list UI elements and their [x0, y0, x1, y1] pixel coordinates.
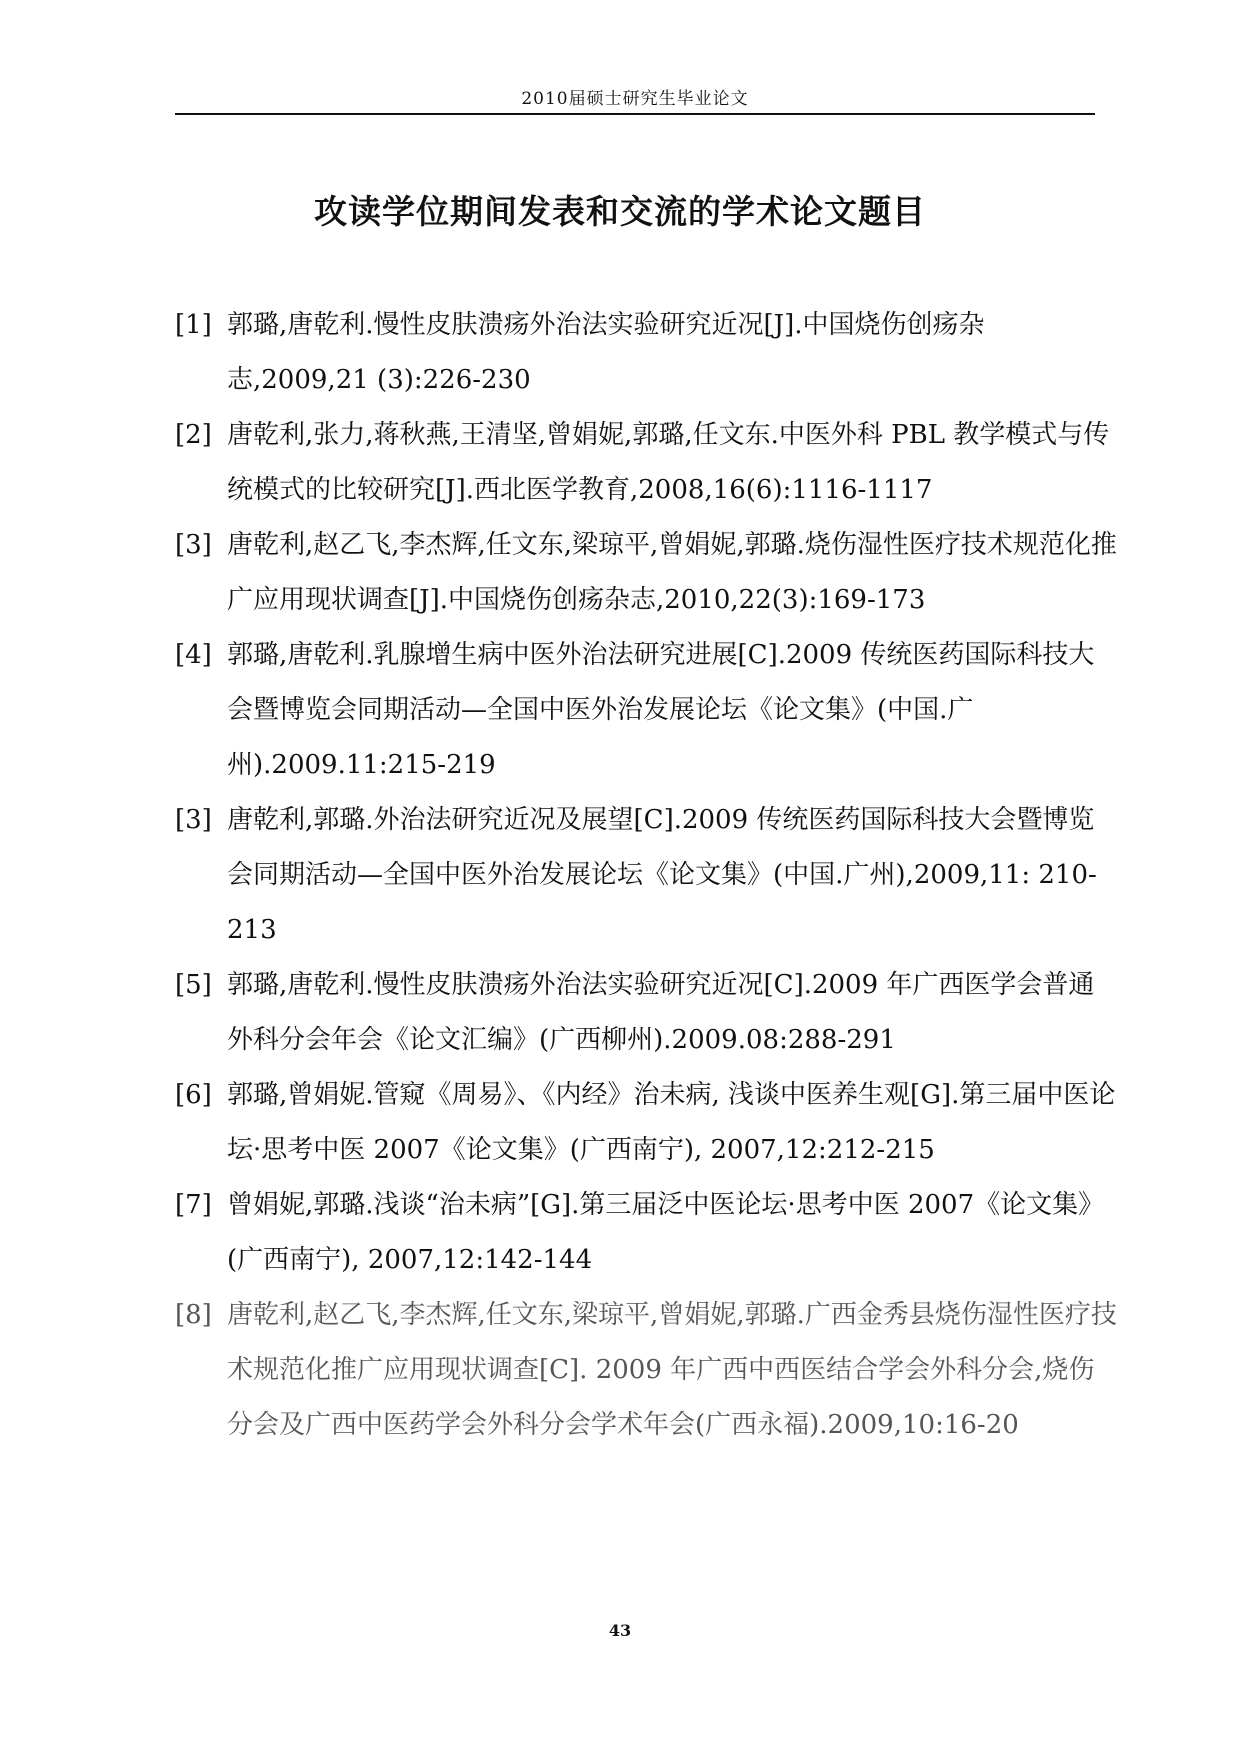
reference-number: [3]: [175, 530, 212, 560]
reference-item: [175, 1178, 1120, 1288]
reference-text: 郭璐,唐乾利.慢性皮肤溃疡外治法实验研究近况[C].2009 年广西医学会普通外科分会年会《论文汇编》(广西柳州).2009.08:288-291: [227, 970, 1095, 1055]
reference-item: [175, 793, 1120, 958]
reference-text: 唐乾利,赵乙飞,李杰辉,任文东,梁琼平,曾娟妮,郭璐.广西金秀县烧伤湿性医疗技术规范化推广应用现状调查[C]. 2009 年广西中西医结合学会外科分会,烧伤分会及广西中医药学会外科分会学术年会(广西永福).2009,10:16-20: [227, 1300, 1117, 1440]
running-header: 2010届硕士研究生毕业论文: [521, 89, 749, 109]
reference-number: [4]: [175, 640, 212, 670]
reference-number: [5]: [175, 970, 212, 1000]
reference-number: [1]: [175, 310, 212, 340]
reference-text: 郭璐,唐乾利.乳腺增生病中医外治法研究进展[C].2009 传统医药国际科技大会暨博览会同期活动—全国中医外治发展论坛《论文集》(中国.广州).2009.11:215-219: [227, 640, 1095, 780]
reference-text: 郭璐,唐乾利.慢性皮肤溃疡外治法实验研究近况[J].中国烧伤创疡杂志,2009,21 (3):226-230: [227, 310, 985, 395]
reference-item: [175, 408, 1120, 518]
reference-list: [175, 298, 1120, 1453]
reference-text: 唐乾利,郭璐.外治法研究近况及展望[C].2009 传统医药国际科技大会暨博览会同期活动—全国中医外治发展论坛《论文集》(中国.广州),2009,11: 210-213: [227, 805, 1097, 945]
reference-number: [8]: [175, 1300, 212, 1330]
reference-item: [175, 518, 1120, 628]
reference-text: 郭璐,曾娟妮.管窥《周易》、《内经》治未病, 浅谈中医养生观[G].第三届中医论坛·思考中医 2007《论文集》(广西南宁), 2007,12:212-215: [227, 1080, 1116, 1165]
reference-item: [175, 1288, 1120, 1453]
reference-item: [175, 958, 1120, 1068]
reference-item: [175, 1068, 1120, 1178]
reference-text: 唐乾利,张力,蒋秋燕,王清坚,曾娟妮,郭璐,任文东.中医外科 PBL 教学模式与传统模式的比较研究[J].西北医学教育,2008,16(6):1116-1117: [227, 420, 1110, 505]
page-title: 攻读学位期间发表和交流的学术论文题目: [314, 192, 926, 231]
reference-item: [175, 628, 1120, 793]
reference-text: 曾娟妮,郭璐.浅谈“治未病”[G].第三届泛中医论坛·思考中医 2007《论文集》(广西南宁), 2007,12:142-144: [227, 1190, 1105, 1275]
reference-number: [7]: [175, 1190, 212, 1220]
reference-number: [2]: [175, 420, 212, 450]
reference-text: 唐乾利,赵乙飞,李杰辉,任文东,梁琼平,曾娟妮,郭璐.烧伤湿性医疗技术规范化推广应用现状调查[J].中国烧伤创疡杂志,2010,22(3):169-173: [227, 530, 1117, 615]
header-rule: [175, 113, 1095, 115]
reference-number: [3]: [175, 805, 212, 835]
reference-number: [6]: [175, 1080, 212, 1110]
reference-item: [175, 298, 1120, 408]
page-number: 43: [608, 1621, 632, 1640]
